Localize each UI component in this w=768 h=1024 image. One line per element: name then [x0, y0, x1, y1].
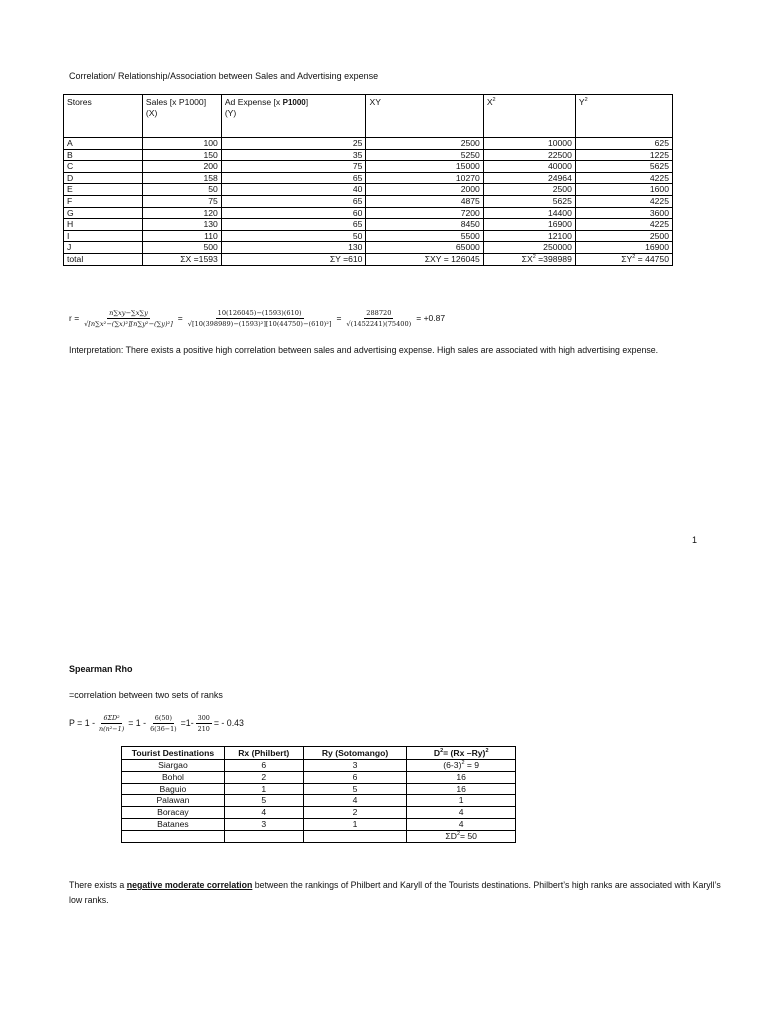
sales-ad-table	[63, 94, 673, 266]
cell-rx: 5	[224, 795, 303, 807]
total-y2-prefix: ΣY	[621, 254, 633, 265]
rank-table-total-row	[122, 830, 516, 842]
page-title: Correlation/ Relationship/Association between Sales and Advertising expense	[69, 71, 379, 81]
formula-f3-numerator: 288720	[366, 308, 392, 317]
spearman-subtitle: =correlation between two sets of ranks	[69, 690, 223, 700]
conclusion-post: between the rankings of Philbert and Karyll of the Tourists destinations. Philbert’s high ranks are associated with Karyll’s low ranks.	[69, 880, 721, 905]
total-xy: ΣXY = 126045	[366, 253, 483, 265]
cell-store: B	[64, 149, 143, 161]
cell-d2	[407, 795, 516, 807]
cell-y2: 2500	[575, 230, 672, 242]
formula-fraction-1	[82, 309, 175, 328]
list-item	[122, 760, 516, 772]
cell-ry: 2	[303, 807, 407, 819]
cell-d2-tail: = 9	[464, 760, 480, 770]
cell-sales: 500	[142, 242, 221, 254]
cell-x2: 40000	[483, 161, 575, 173]
cell-rx: 6	[224, 760, 303, 772]
cell-y2: 4225	[575, 219, 672, 231]
cell-y2: 16900	[575, 242, 672, 254]
header-ad-expense	[221, 95, 366, 138]
header-y2-sup: 2	[584, 97, 588, 104]
cell-ad: 60	[221, 207, 366, 219]
cell-store: F	[64, 195, 143, 207]
cell-y2: 625	[575, 138, 672, 150]
spearman-formula	[69, 709, 244, 737]
cell-ad: 75	[221, 161, 366, 173]
header-ad-mark: P1000	[282, 98, 306, 107]
header-x2	[483, 95, 575, 138]
header-y2-base: Y	[578, 97, 585, 107]
cell-store: A	[64, 138, 143, 150]
table-total-row	[64, 253, 673, 265]
cell-d2-sup: 2	[461, 760, 465, 767]
header-d2-a: D	[433, 747, 441, 758]
spearman-f3-numerator: 300	[197, 713, 210, 722]
spearman-f2-denominator: 6(36−1)	[150, 724, 177, 733]
cell-d2	[407, 783, 516, 795]
total-y: ΣY =610	[221, 253, 366, 265]
header-xy-label: XY	[369, 97, 381, 107]
cell-d2-value: 4	[458, 818, 464, 829]
total-x2-suffix: =398989	[535, 254, 572, 265]
formula-fraction-2	[186, 309, 334, 328]
formula-eq2: =	[336, 313, 342, 323]
cell-rx: 1	[224, 783, 303, 795]
cell-sales: 75	[142, 195, 221, 207]
cell-d2-value: 4	[458, 807, 464, 818]
cell-ad: 130	[221, 242, 366, 254]
cell-ad: 25	[221, 138, 366, 150]
cell-y2: 1600	[575, 184, 672, 196]
rank-table	[121, 746, 516, 843]
cell-x2: 12100	[483, 230, 575, 242]
cell-y2: 5625	[575, 161, 672, 173]
spearman-heading: Spearman Rho	[69, 664, 133, 674]
cell-xy: 2500	[366, 138, 483, 150]
rank-total-d2	[407, 830, 516, 842]
cell-xy: 8450	[366, 219, 483, 231]
cell-xy: 7200	[366, 207, 483, 219]
spearman-eq2: =1-	[180, 718, 194, 728]
header-stores	[64, 95, 143, 138]
total-x2-prefix: ΣX	[521, 254, 533, 265]
formula-fraction-3	[344, 309, 413, 328]
conclusion-text	[69, 878, 729, 908]
cell-sales: 50	[142, 184, 221, 196]
cell-d2	[407, 760, 516, 772]
total-y2-sup: 2	[632, 254, 636, 261]
list-item	[122, 818, 516, 830]
cell-d2-value: 16	[456, 783, 466, 794]
cell-store: H	[64, 219, 143, 231]
cell-d2-value: 1	[458, 795, 464, 806]
header-x2-sup: 2	[492, 97, 496, 104]
list-item	[122, 795, 516, 807]
formula-f1-numerator: n∑xy−∑x∑y	[109, 308, 148, 317]
cell-x2: 2500	[483, 184, 575, 196]
cell-sales: 120	[142, 207, 221, 219]
formula-f2-denominator: √[10(398989)−(1593)²][10(44750)−(610)²]	[187, 319, 332, 328]
rank-total-suffix: = 50	[460, 830, 477, 841]
rank-total-empty-2	[224, 830, 303, 842]
cell-store: E	[64, 184, 143, 196]
cell-x2: 16900	[483, 219, 575, 231]
header-d2-b: = (Rx –Ry)	[443, 747, 486, 758]
cell-ry: 4	[303, 795, 407, 807]
cell-x2: 22500	[483, 149, 575, 161]
header-ry: Ry (Sotomango)	[303, 747, 407, 760]
total-x2-sup: 2	[532, 254, 536, 261]
conclusion-pre: There exists a	[69, 880, 127, 890]
table-row	[64, 161, 673, 173]
spearman-fraction-2	[148, 714, 179, 733]
cell-ad: 65	[221, 195, 366, 207]
spearman-lhs: P = 1 -	[69, 718, 95, 728]
header-ad-line1	[225, 97, 363, 108]
cell-y2: 4225	[575, 195, 672, 207]
rank-total-empty-3	[303, 830, 407, 842]
header-sales	[142, 95, 221, 138]
formula-lhs: r =	[69, 313, 80, 323]
table-row	[64, 172, 673, 184]
table-row	[64, 149, 673, 161]
list-item	[122, 807, 516, 819]
table-row	[64, 207, 673, 219]
cell-destination: Boracay	[122, 807, 225, 819]
cell-ry: 3	[303, 760, 407, 772]
list-item	[122, 771, 516, 783]
cell-store: G	[64, 207, 143, 219]
page-number: 1	[692, 535, 698, 545]
cell-x2: 24964	[483, 172, 575, 184]
cell-store: I	[64, 230, 143, 242]
spearman-f1-denominator: n(n²−1)	[99, 724, 125, 733]
cell-ad: 35	[221, 149, 366, 161]
cell-ry: 5	[303, 783, 407, 795]
interpretation-text: Interpretation: There exists a positive high correlation between sales and advertising expense. High sales are associated with high advertising expense.	[69, 345, 659, 355]
header-xy	[366, 95, 483, 138]
cell-d2-value: (6-3)	[443, 760, 462, 770]
spearman-result: = - 0.43	[213, 718, 244, 728]
cell-destination: Palawan	[122, 795, 225, 807]
cell-rx: 2	[224, 771, 303, 783]
conclusion-emphasis: negative moderate correlation	[126, 880, 253, 890]
cell-d2	[407, 818, 516, 830]
cell-d2-value: 16	[456, 771, 466, 782]
table-row	[64, 219, 673, 231]
cell-y2: 3600	[575, 207, 672, 219]
formula-f2-numerator: 10(126045)−(1593)(610)	[217, 308, 302, 317]
cell-sales: 200	[142, 161, 221, 173]
list-item	[122, 783, 516, 795]
cell-xy: 5250	[366, 149, 483, 161]
cell-ry: 1	[303, 818, 407, 830]
header-sales-line1: Sales [x P1000]	[145, 97, 207, 107]
cell-y2: 1225	[575, 149, 672, 161]
cell-xy: 2000	[366, 184, 483, 196]
cell-xy: 10270	[366, 172, 483, 184]
formula-eq1: =	[177, 313, 183, 323]
header-y2	[575, 95, 672, 138]
total-x2	[483, 253, 575, 265]
cell-sales: 130	[142, 219, 221, 231]
spearman-f3-denominator: 210	[197, 724, 210, 733]
total-y2	[575, 253, 672, 265]
cell-x2: 250000	[483, 242, 575, 254]
table-header-row	[64, 95, 673, 138]
cell-d2	[407, 771, 516, 783]
formula-f3-denominator: √(1452241)(75400)	[346, 319, 412, 328]
total-label: total	[64, 253, 143, 265]
total-x: ΣX =1593	[142, 253, 221, 265]
header-d2-sup1: 2	[440, 747, 444, 754]
header-sales-line2: (X)	[145, 108, 158, 118]
total-y2-suffix: = 44750	[635, 254, 669, 265]
cell-ad: 40	[221, 184, 366, 196]
cell-xy: 5500	[366, 230, 483, 242]
spearman-eq1: = 1 -	[128, 718, 147, 728]
cell-destination: Baguio	[122, 783, 225, 795]
cell-sales: 158	[142, 172, 221, 184]
sales-ad-table-body	[64, 138, 673, 254]
cell-rx: 3	[224, 818, 303, 830]
rank-total-empty-1	[122, 830, 225, 842]
cell-rx: 4	[224, 807, 303, 819]
header-d2-sup2: 2	[485, 747, 489, 754]
cell-xy: 4875	[366, 195, 483, 207]
cell-sales: 100	[142, 138, 221, 150]
cell-store: C	[64, 161, 143, 173]
table-row	[64, 195, 673, 207]
cell-ad: 65	[221, 219, 366, 231]
formula-f1-denominator: √[n∑x²−(∑x)²][n∑y²−(∑y)²]	[84, 319, 173, 328]
cell-destination: Batanes	[122, 818, 225, 830]
cell-store: D	[64, 172, 143, 184]
header-rx: Rx (Philbert)	[224, 747, 303, 760]
cell-y2: 4225	[575, 172, 672, 184]
cell-destination: Siargao	[122, 760, 225, 772]
header-d2	[407, 747, 516, 760]
table-row	[64, 184, 673, 196]
spearman-f2-numerator: 6(50)	[154, 713, 172, 722]
header-ad-prefix: Ad Expense [x	[224, 97, 283, 107]
cell-ad: 65	[221, 172, 366, 184]
cell-xy: 65000	[366, 242, 483, 254]
header-stores-label: Stores	[67, 97, 92, 107]
table-row	[64, 242, 673, 254]
cell-sales: 110	[142, 230, 221, 242]
cell-d2	[407, 807, 516, 819]
spearman-fraction-1	[97, 714, 126, 733]
rank-total-sup: 2	[456, 830, 460, 837]
cell-ry: 6	[303, 771, 407, 783]
spearman-fraction-3	[196, 714, 212, 733]
formula-result: = +0.87	[416, 313, 446, 323]
rank-total-prefix: ΣD	[445, 830, 457, 841]
table-row	[64, 138, 673, 150]
header-destinations: Tourist Destinations	[122, 747, 225, 760]
cell-x2: 10000	[483, 138, 575, 150]
cell-sales: 150	[142, 149, 221, 161]
header-ad-suffix: ]	[305, 97, 309, 107]
cell-x2: 14400	[483, 207, 575, 219]
cell-ad: 50	[221, 230, 366, 242]
spearman-f1-numerator: 6ΣD²	[103, 713, 120, 722]
cell-destination: Bohol	[122, 771, 225, 783]
rank-table-body	[122, 760, 516, 831]
table-row	[64, 230, 673, 242]
cell-xy: 15000	[366, 161, 483, 173]
rank-table-header-row	[122, 747, 516, 760]
pearson-formula	[69, 305, 445, 331]
cell-x2: 5625	[483, 195, 575, 207]
header-x2-base: X	[486, 97, 493, 107]
header-ad-line2: (Y)	[224, 108, 237, 118]
cell-store: J	[64, 242, 143, 254]
